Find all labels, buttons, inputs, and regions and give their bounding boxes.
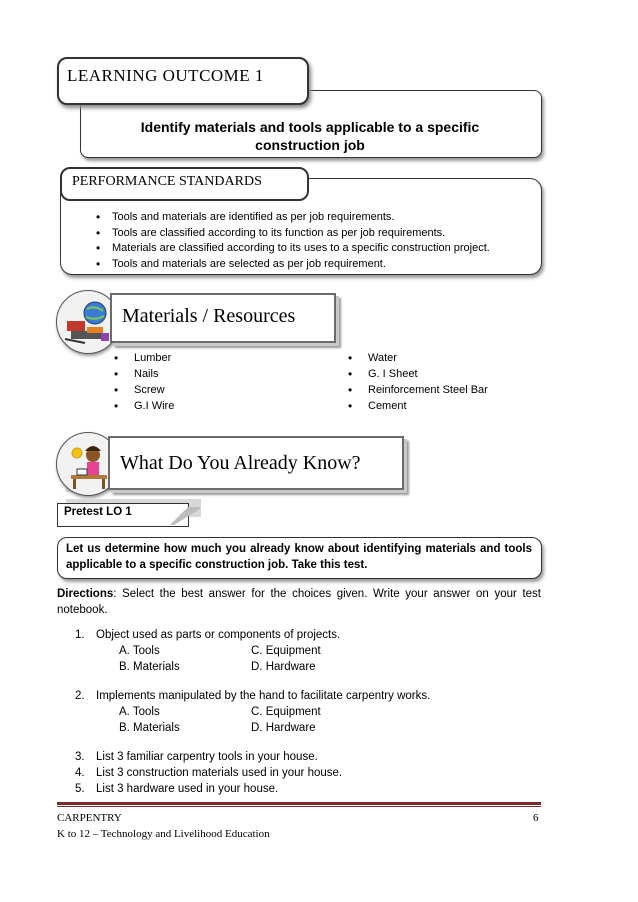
list-item: • Water [346,350,546,366]
materials-list-left [112,350,312,414]
footer-rule-thin [57,806,541,807]
directions-label: Directions [57,588,114,600]
question-4: 4. List 3 construction materials used in your house. [75,767,343,779]
question-2-option-b: B. Materials [119,722,180,734]
materials-list-right [346,350,546,414]
question-1-option-a: A. Tools [119,645,160,657]
performance-standards-list [94,210,534,272]
pretest-tab-fold [170,507,200,527]
question-1: 1. Object used as parts or components of projects. [75,629,341,641]
list-item: • Reinforcement Steel Bar [346,382,546,398]
question-1-option-d: D. Hardware [251,661,316,673]
footer-rule [57,802,541,805]
footer-page-number: 6 [533,812,539,824]
directions-text: : Select the best answer for the choices given. Write your answer on your test notebook. [57,588,541,616]
list-item: • Screw [112,382,312,398]
pretest-label: Pretest LO 1 [64,506,132,518]
list-item: • Lumber [112,350,312,366]
list-item: • G.I Wire [112,398,312,414]
question-2: 2. Implements manipulated by the hand to facilitate carpentry works. [75,690,431,702]
question-2-option-c: C. Equipment [251,706,321,718]
learning-outcome-text: Identify materials and tools applicable to a specific construction job [140,119,480,153]
learning-outcome-title: LEARNING OUTCOME 1 [67,66,264,85]
list-item: • Nails [112,366,312,382]
know-title: What Do You Already Know? [120,452,361,474]
question-1-option-b: B. Materials [119,661,180,673]
question-1-option-c: C. Equipment [251,645,321,657]
performance-standards-title: PERFORMANCE STANDARDS [72,174,262,189]
list-item: • G. I Sheet [346,366,546,382]
question-2-option-d: D. Hardware [251,722,316,734]
pretest-intro-text: Let us determine how much you already know about identifying materials and tools applicable to a specific construction job. Take this test. [66,543,532,571]
question-5: 5. List 3 hardware used in your house. [75,783,279,795]
list-item: • Materials are classified according to its uses to a specific construction project. [94,241,534,257]
footer-course: K to 12 – Technology and Livelihood Education [57,828,270,840]
list-item: • Tools and materials are selected as per job requirement. [94,257,534,273]
footer-subject: CARPENTRY [57,812,122,824]
directions [57,586,541,618]
question-2-option-a: A. Tools [119,706,160,718]
list-item: • Tools and materials are identified as per job requirements. [94,210,534,226]
materials-title: Materials / Resources [122,305,296,327]
list-item: • Tools are classified according to its function as per job requirements. [94,226,534,242]
question-3: 3. List 3 familiar carpentry tools in your house. [75,751,318,763]
list-item: • Cement [346,398,546,414]
